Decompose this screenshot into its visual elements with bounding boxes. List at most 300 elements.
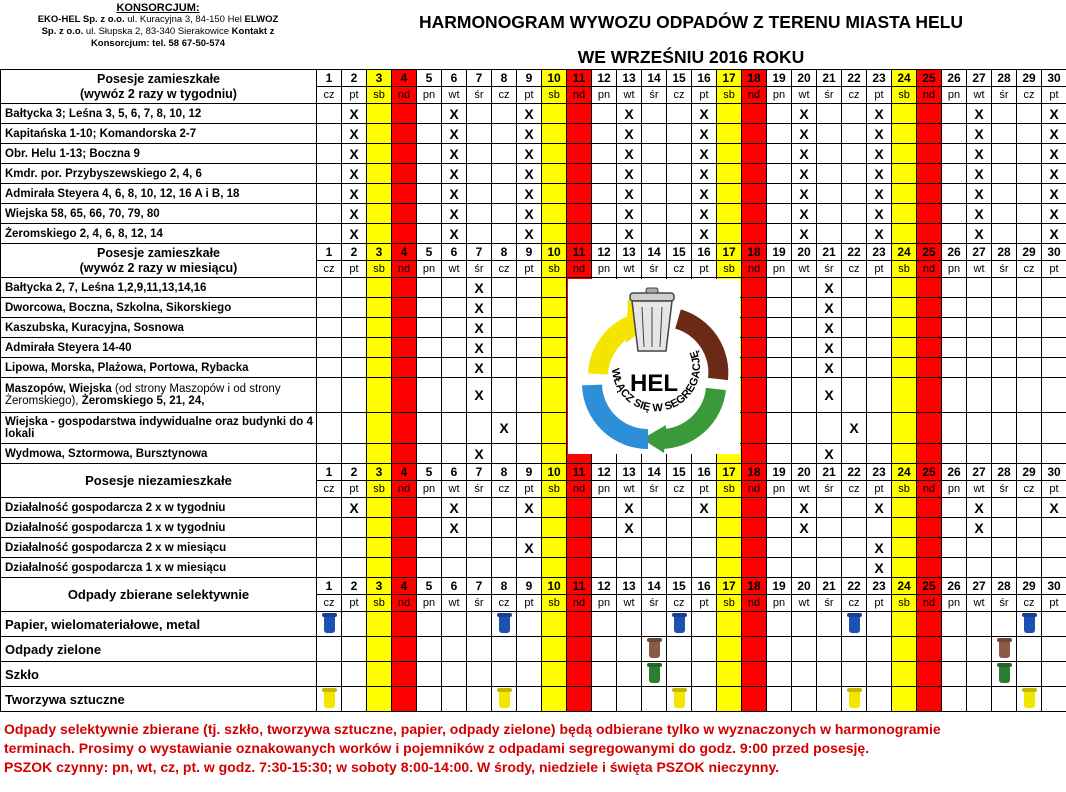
day-cell — [992, 378, 1017, 413]
day-cell — [492, 518, 517, 538]
day-cell — [367, 184, 392, 204]
day-cell — [1017, 358, 1042, 378]
row-label-text: Działalność gospodarcza 2 x w miesiącu — [5, 541, 227, 554]
day-cell — [542, 338, 567, 358]
day-cell — [1042, 278, 1066, 298]
collection-mark: X — [524, 125, 534, 142]
day-cell — [417, 358, 442, 378]
day-cell — [717, 204, 742, 224]
day-cell — [317, 662, 342, 687]
day-number: 4 — [392, 464, 417, 481]
day-number: 1 — [317, 578, 342, 595]
day-cell — [742, 144, 767, 164]
day-number: 14 — [642, 464, 667, 481]
day-cell — [817, 558, 842, 578]
table-row — [1, 538, 1066, 558]
weekday-abbr: nd — [567, 595, 592, 612]
day-cell — [667, 184, 692, 204]
collection-mark: X — [524, 539, 534, 556]
day-cell — [417, 278, 442, 298]
day-cell — [517, 687, 542, 712]
day-cell — [417, 637, 442, 662]
collection-mark: X — [499, 420, 509, 436]
collection-mark: X — [699, 125, 709, 142]
day-cell — [942, 413, 967, 444]
day-cell — [467, 184, 492, 204]
day-cell — [992, 498, 1017, 518]
collection-mark: X — [624, 205, 634, 222]
day-cell — [692, 124, 717, 144]
day-cell — [917, 518, 942, 538]
day-cell — [492, 687, 517, 712]
day-cell — [917, 687, 942, 712]
day-cell — [967, 498, 992, 518]
day-cell — [692, 164, 717, 184]
collection-mark: X — [524, 225, 534, 242]
day-cell — [667, 612, 692, 637]
day-cell — [867, 498, 892, 518]
day-cell — [642, 662, 667, 687]
day-cell — [442, 662, 467, 687]
day-cell — [467, 164, 492, 184]
day-cell — [342, 184, 367, 204]
section-header — [1, 70, 317, 104]
day-cell — [992, 637, 1017, 662]
row-label-text: Kmdr. por. Przybyszewskiego 2, 4, 6 — [5, 167, 202, 180]
day-cell — [442, 338, 467, 358]
weekday-abbr: sb — [892, 87, 917, 104]
day-cell — [642, 518, 667, 538]
day-cell — [417, 184, 442, 204]
weekday-abbr: pt — [692, 261, 717, 278]
collection-mark: X — [799, 165, 809, 182]
day-cell — [842, 538, 867, 558]
day-number: 21 — [817, 578, 842, 595]
day-cell — [792, 498, 817, 518]
day-cell — [892, 164, 917, 184]
day-cell — [467, 224, 492, 244]
day-cell — [892, 498, 917, 518]
day-cell — [867, 518, 892, 538]
collection-mark: X — [799, 519, 809, 536]
day-cell — [1017, 278, 1042, 298]
day-cell — [742, 662, 767, 687]
day-cell — [342, 124, 367, 144]
day-cell — [492, 358, 517, 378]
weekday-abbr: wt — [442, 87, 467, 104]
day-number: 26 — [942, 464, 967, 481]
day-cell — [642, 637, 667, 662]
recycling-logo — [568, 279, 740, 454]
day-cell — [742, 538, 767, 558]
blue-bin-icon — [499, 616, 510, 633]
collection-mark: X — [474, 445, 484, 462]
day-cell — [1017, 124, 1042, 144]
day-cell — [642, 164, 667, 184]
day-cell — [317, 318, 342, 338]
day-number: 27 — [967, 578, 992, 595]
day-cell — [842, 558, 867, 578]
day-cell — [342, 298, 367, 318]
weekday-abbr: nd — [392, 595, 417, 612]
logo-text: HEL — [630, 370, 678, 397]
day-cell — [1017, 662, 1042, 687]
day-cell — [442, 498, 467, 518]
day-cell — [817, 338, 842, 358]
day-cell — [392, 224, 417, 244]
weekday-abbr: pn — [942, 261, 967, 278]
day-cell — [767, 518, 792, 538]
day-number: 26 — [942, 578, 967, 595]
collection-mark: X — [1049, 225, 1059, 242]
day-number: 11 — [567, 244, 592, 261]
collection-mark: X — [474, 299, 484, 316]
day-cell — [692, 144, 717, 164]
day-number: 29 — [1017, 244, 1042, 261]
collection-mark: X — [799, 499, 809, 516]
day-cell — [417, 687, 442, 712]
day-cell — [942, 498, 967, 518]
row-label-text: Wiejska - gospodarstwa indywidualne oraz budynki do 4 lokali — [5, 416, 313, 440]
day-cell — [817, 358, 842, 378]
day-cell — [892, 298, 917, 318]
day-cell — [717, 662, 742, 687]
day-cell — [542, 538, 567, 558]
weekday-abbr: nd — [917, 481, 942, 498]
collection-mark: X — [874, 225, 884, 242]
day-cell — [342, 278, 367, 298]
day-cell — [742, 184, 767, 204]
day-cell — [917, 498, 942, 518]
day-cell — [1017, 184, 1042, 204]
weekday-abbr: nd — [742, 481, 767, 498]
day-cell — [767, 637, 792, 662]
day-number: 5 — [417, 244, 442, 261]
day-cell — [517, 558, 542, 578]
day-cell — [717, 144, 742, 164]
day-cell — [1017, 378, 1042, 413]
day-cell — [867, 144, 892, 164]
consortium-title: KONSORCJUM: — [116, 2, 200, 14]
day-cell — [717, 637, 742, 662]
day-number: 24 — [892, 464, 917, 481]
day-cell — [592, 612, 617, 637]
day-cell — [867, 413, 892, 444]
day-cell — [442, 278, 467, 298]
day-cell — [542, 378, 567, 413]
day-cell — [542, 498, 567, 518]
day-cell — [992, 278, 1017, 298]
day-cell — [967, 662, 992, 687]
table-row — [1, 318, 1066, 338]
day-cell — [767, 144, 792, 164]
day-number: 21 — [817, 70, 842, 87]
day-number: 22 — [842, 578, 867, 595]
collection-mark: X — [799, 125, 809, 142]
day-cell — [517, 637, 542, 662]
collection-mark: X — [524, 185, 534, 202]
collection-mark: X — [349, 225, 359, 242]
day-cell — [742, 612, 767, 637]
day-cell — [817, 318, 842, 338]
day-cell — [992, 338, 1017, 358]
day-cell — [367, 318, 392, 338]
day-number: 29 — [1017, 464, 1042, 481]
day-cell — [567, 204, 592, 224]
weekday-abbr: pn — [767, 595, 792, 612]
day-cell — [517, 278, 542, 298]
day-number: 4 — [392, 244, 417, 261]
day-number: 29 — [1017, 578, 1042, 595]
day-cell — [542, 278, 567, 298]
day-cell — [342, 518, 367, 538]
day-cell — [917, 637, 942, 662]
day-cell — [317, 378, 342, 413]
day-cell — [917, 298, 942, 318]
day-cell — [892, 518, 917, 538]
yellow-bin-icon — [324, 691, 335, 708]
day-cell — [517, 318, 542, 338]
weekday-abbr: cz — [317, 87, 342, 104]
day-cell — [717, 184, 742, 204]
table-row — [1, 612, 1066, 637]
day-cell — [742, 518, 767, 538]
day-number: 26 — [942, 70, 967, 87]
collection-mark: X — [1049, 105, 1059, 122]
day-cell — [392, 144, 417, 164]
day-cell — [767, 378, 792, 413]
day-number: 20 — [792, 70, 817, 87]
day-number: 5 — [417, 464, 442, 481]
day-number: 19 — [767, 578, 792, 595]
day-cell — [367, 338, 392, 358]
day-cell — [1017, 338, 1042, 358]
weekday-abbr: pt — [517, 261, 542, 278]
day-cell — [517, 104, 542, 124]
weekday-abbr: wt — [967, 481, 992, 498]
footer-notes — [4, 720, 1062, 777]
day-cell — [392, 518, 417, 538]
weekday-abbr: pt — [1042, 481, 1066, 498]
day-cell — [467, 518, 492, 538]
day-cell — [767, 318, 792, 338]
day-cell — [567, 498, 592, 518]
day-cell — [892, 637, 917, 662]
day-cell — [967, 518, 992, 538]
collection-mark: X — [874, 539, 884, 556]
weekday-abbr: śr — [817, 87, 842, 104]
consortium-contact-label: Kontakt z — [231, 26, 275, 37]
day-cell — [967, 637, 992, 662]
day-cell — [467, 298, 492, 318]
day-cell — [917, 144, 942, 164]
weekday-abbr: pn — [942, 595, 967, 612]
collection-mark: X — [699, 165, 709, 182]
collection-mark: X — [449, 145, 459, 162]
row-label-text: Bałtycka 2, 7, Leśna 1,2,9,11,13,14,16 — [5, 281, 207, 294]
day-cell — [992, 612, 1017, 637]
day-number: 10 — [542, 244, 567, 261]
day-cell — [492, 338, 517, 358]
day-number: 7 — [467, 70, 492, 87]
collection-mark: X — [349, 165, 359, 182]
day-cell — [317, 558, 342, 578]
day-cell — [842, 124, 867, 144]
day-cell — [892, 224, 917, 244]
collection-schedule-table — [0, 69, 1066, 712]
collection-mark: X — [799, 145, 809, 162]
day-cell — [517, 538, 542, 558]
day-cell — [792, 124, 817, 144]
day-number: 17 — [717, 578, 742, 595]
day-cell — [942, 164, 967, 184]
day-cell — [942, 378, 967, 413]
day-cell — [442, 164, 467, 184]
row-label-text: Wiejska 58, 65, 66, 70, 79, 80 — [5, 207, 160, 220]
day-cell — [492, 444, 517, 464]
day-cell — [542, 518, 567, 538]
day-cell — [617, 518, 642, 538]
day-cell — [742, 378, 767, 413]
collection-mark: X — [974, 165, 984, 182]
day-cell — [692, 224, 717, 244]
row-label-text: Admirała Steyera 14-40 — [5, 341, 132, 354]
day-cell — [492, 278, 517, 298]
row-label — [1, 378, 317, 413]
day-cell — [867, 662, 892, 687]
day-cell — [1017, 558, 1042, 578]
day-cell — [817, 204, 842, 224]
day-cell — [417, 662, 442, 687]
day-cell — [1042, 124, 1066, 144]
day-cell — [942, 224, 967, 244]
day-cell — [542, 204, 567, 224]
day-cell — [867, 298, 892, 318]
day-cell — [367, 278, 392, 298]
trash-can-icon — [630, 288, 674, 351]
day-cell — [517, 444, 542, 464]
day-cell — [342, 538, 367, 558]
day-cell — [517, 358, 542, 378]
footer-line-3: PSZOK czynny: pn, wt, cz, pt. w godz. 7:30-15:30; w soboty 8:00-14:00. W środy, niedziele i święta PSZOK nieczynny. — [4, 759, 780, 775]
weekday-abbr: wt — [792, 481, 817, 498]
day-number: 11 — [567, 70, 592, 87]
day-cell — [1017, 444, 1042, 464]
day-cell — [517, 413, 542, 444]
day-number: 1 — [317, 464, 342, 481]
collection-mark: X — [474, 319, 484, 336]
yellow-bin-icon — [499, 691, 510, 708]
day-number: 20 — [792, 244, 817, 261]
day-number: 25 — [917, 70, 942, 87]
day-number: 27 — [967, 70, 992, 87]
weekday-abbr: wt — [617, 481, 642, 498]
row-label — [1, 318, 317, 338]
day-number: 18 — [742, 70, 767, 87]
collection-mark: X — [799, 225, 809, 242]
day-cell — [542, 144, 567, 164]
day-cell — [942, 204, 967, 224]
weekday-abbr: wt — [967, 595, 992, 612]
day-number: 28 — [992, 578, 1017, 595]
weekday-abbr: sb — [892, 595, 917, 612]
day-cell — [842, 224, 867, 244]
day-cell — [992, 224, 1017, 244]
day-cell — [317, 164, 342, 184]
day-cell — [492, 662, 517, 687]
day-cell — [1017, 413, 1042, 444]
day-cell — [867, 378, 892, 413]
day-cell — [417, 224, 442, 244]
row-label — [1, 413, 317, 444]
day-cell — [342, 144, 367, 164]
day-cell — [1017, 637, 1042, 662]
day-cell — [992, 298, 1017, 318]
day-cell — [442, 298, 467, 318]
day-cell — [492, 164, 517, 184]
row-label-text: Dworcowa, Boczna, Szkolna, Sikorskiego — [5, 301, 232, 314]
day-cell — [617, 224, 642, 244]
table-row — [1, 662, 1066, 687]
day-cell — [342, 413, 367, 444]
day-cell — [342, 637, 367, 662]
day-cell — [542, 413, 567, 444]
day-cell — [517, 124, 542, 144]
weekday-abbr: śr — [642, 87, 667, 104]
day-cell — [1042, 104, 1066, 124]
day-number: 15 — [667, 464, 692, 481]
day-number: 30 — [1042, 578, 1066, 595]
day-cell — [617, 144, 642, 164]
day-cell — [617, 637, 642, 662]
day-cell — [467, 318, 492, 338]
day-number: 8 — [492, 464, 517, 481]
weekday-abbr: wt — [792, 595, 817, 612]
consortium-company-1: EKO-HEL Sp. z o.o. — [37, 14, 125, 25]
day-cell — [792, 224, 817, 244]
day-cell — [317, 204, 342, 224]
weekday-abbr: sb — [367, 481, 392, 498]
day-number: 28 — [992, 70, 1017, 87]
day-cell — [392, 612, 417, 637]
day-number: 19 — [767, 244, 792, 261]
collection-mark: X — [449, 165, 459, 182]
section-header — [1, 578, 317, 612]
day-cell — [317, 278, 342, 298]
day-cell — [642, 498, 667, 518]
day-cell — [842, 298, 867, 318]
day-cell — [367, 358, 392, 378]
day-cell — [442, 538, 467, 558]
day-cell — [667, 538, 692, 558]
day-cell — [442, 687, 467, 712]
weekday-abbr: cz — [317, 595, 342, 612]
day-cell — [817, 687, 842, 712]
day-cell — [917, 224, 942, 244]
table-row — [1, 224, 1066, 244]
day-cell — [617, 204, 642, 224]
day-cell — [542, 687, 567, 712]
day-cell — [767, 358, 792, 378]
day-cell — [742, 558, 767, 578]
day-cell — [317, 538, 342, 558]
day-number: 1 — [317, 244, 342, 261]
day-cell — [742, 298, 767, 318]
day-cell — [892, 612, 917, 637]
day-number: 25 — [917, 578, 942, 595]
day-number: 12 — [592, 578, 617, 595]
day-cell — [342, 378, 367, 413]
